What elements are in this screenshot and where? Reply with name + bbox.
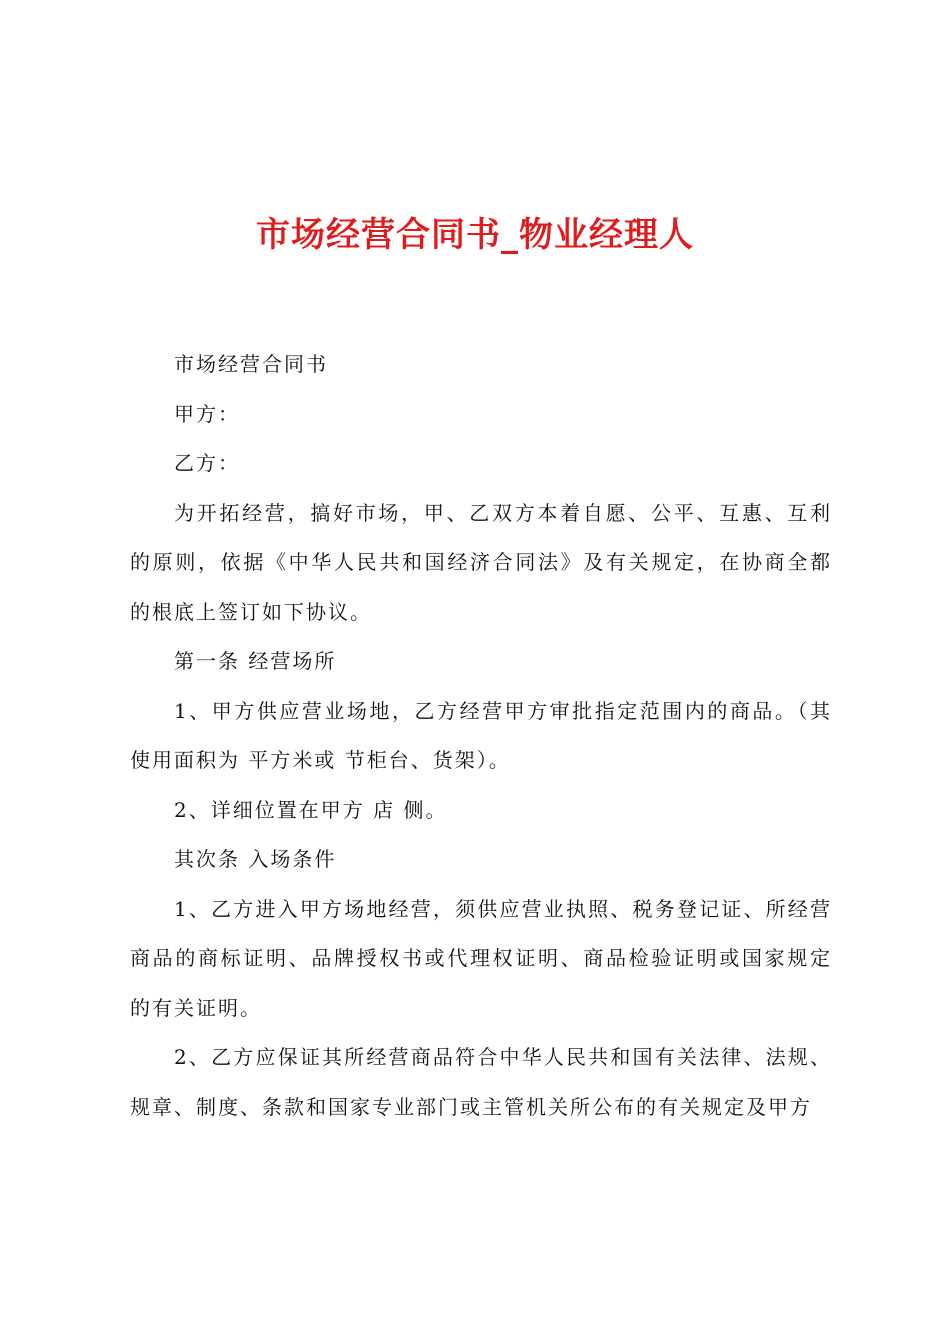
paragraph-article-2-heading: 其次条 入场条件 <box>174 847 337 871</box>
paragraph-party-a: 甲方： <box>174 401 240 426</box>
paragraph-article-1-item-2: 2、详细位置在甲方 店 侧。 <box>174 797 448 822</box>
paragraph-contract-name: 市场经营合同书 <box>174 352 328 376</box>
document-title: 市场经营合同书_物业经理人 <box>256 215 694 255</box>
document-body <box>130 340 832 1132</box>
paragraph-preamble: 为开拓经营，搞好市场，甲、乙双方本着自愿、公平、互惠、互利的原则，依据《中华人民共和国经济合同法》及有关规定，在协商全都的根底上签订如下协议。 <box>130 500 832 624</box>
paragraph-party-b: 乙方： <box>174 451 240 475</box>
paragraph-article-1-heading: 第一条 经营场所 <box>174 649 337 673</box>
paragraph-article-2-item-1: 1、乙方进入甲方场地经营，须供应营业执照、税务登记证、所经营商品的商标证明、品牌授权书或代理权证明、商品检验证明或国家规定的有关证明。 <box>130 896 832 1020</box>
paragraph-article-2-item-2: 2、乙方应保证其所经营商品符合中华人民共和国有关法律、法规、规章、制度、条款和国家专业部门或主管机关所公布的有关规定及甲方 <box>130 1045 832 1119</box>
paragraph-article-1-item-1: 1、甲方供应营业场地，乙方经营甲方审批指定范围内的商品。（其使用面积为 平方米或 节柜台、货架）。 <box>130 698 832 772</box>
